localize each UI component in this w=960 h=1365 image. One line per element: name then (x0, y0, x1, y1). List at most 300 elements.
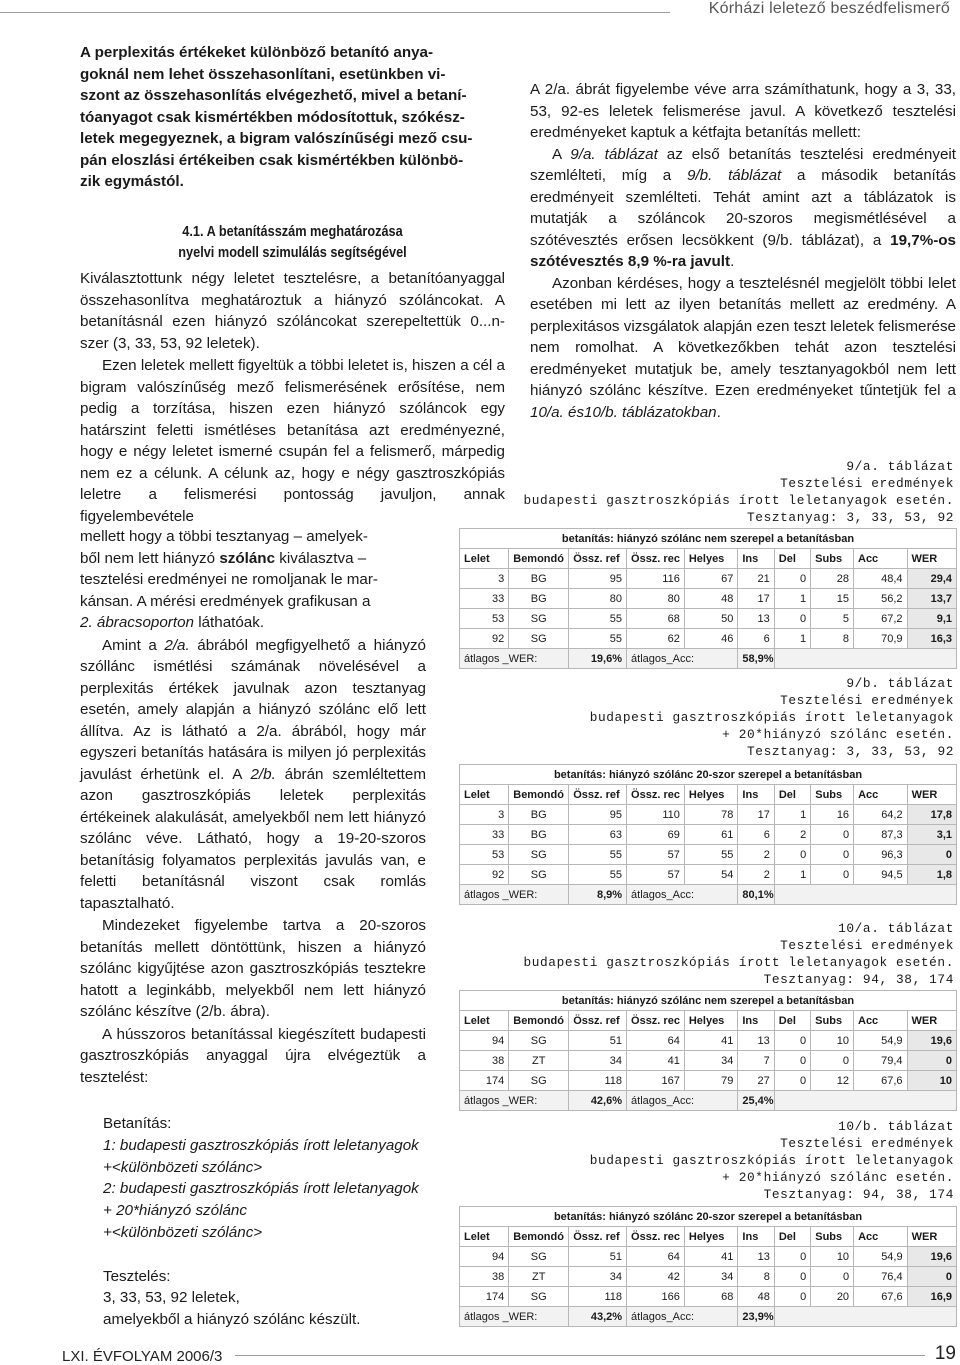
table-cell: 55 (569, 865, 627, 885)
table-cell: 67,2 (854, 609, 908, 629)
table-cell: 116 (627, 569, 685, 589)
average-wer-value: 43,2% (569, 1307, 627, 1327)
text-fragment: a második betanítás eredményeit szemlélteti. Tehát amint azt a táblázatok is mutatják a szóláncok 20-szoros megismétlésével a szótévesztés erősen lecsökkent (9/b. táblázat), a (530, 167, 956, 249)
table-banner: betanítás: hiányzó szólánc 20-szor szerepel a betanításban (460, 765, 957, 785)
table-cell: SG (509, 609, 569, 629)
footer-rule (235, 1355, 925, 1356)
table-cell: 76,4 (854, 1267, 908, 1287)
column-header: Össz. rec (627, 549, 685, 569)
list-line: Betanítás: (103, 1115, 172, 1132)
table-average-row (460, 649, 957, 669)
section-title-line-1: 4.1. A betanításszám meghatározása (182, 224, 403, 240)
table-cell: 87,3 (854, 825, 908, 845)
column-header: Össz. rec (627, 1011, 685, 1031)
table-cell: 41 (684, 1031, 738, 1051)
table-cell: 0 (907, 1051, 956, 1071)
training-test-list (103, 1113, 503, 1331)
intro-line: A perplexitás értékeket különböző betanító anya- (80, 44, 434, 61)
table-cell: 48 (738, 1287, 774, 1307)
table-cell: 0 (907, 1267, 956, 1287)
average-wer-label: átlagos _WER: (460, 1091, 569, 1111)
column-header: Del (774, 549, 810, 569)
table-cell: SG (509, 1071, 569, 1091)
table-average-row (460, 1307, 957, 1327)
table-row (460, 609, 957, 629)
table-cell: 41 (627, 1051, 685, 1071)
table-cell: 33 (460, 589, 509, 609)
table-cell: BG (509, 805, 569, 825)
column-header: Subs (811, 549, 854, 569)
average-acc-label: átlagos_Acc: (627, 649, 738, 669)
table-header-row (460, 1227, 957, 1247)
page-number: 19 (934, 1343, 956, 1364)
table-cell: 1 (774, 589, 810, 609)
table-cell: 0 (811, 1051, 854, 1071)
table-cell: 62 (627, 629, 685, 649)
table-10a (459, 990, 957, 1111)
table-cell: 2 (738, 865, 774, 885)
column-header: Lelet (460, 785, 509, 805)
column-header: Acc (854, 549, 908, 569)
table-cell: 55 (569, 845, 627, 865)
table-cell: SG (509, 845, 569, 865)
average-wer-value: 42,6% (569, 1091, 627, 1111)
table-cell: 79 (684, 1071, 738, 1091)
table-cell: 80 (627, 589, 685, 609)
table-cell: 96,3 (854, 845, 908, 865)
table-row (460, 569, 957, 589)
table-cell: 19,6 (907, 1031, 956, 1051)
intro-paragraph (80, 42, 505, 193)
text-fragment: ábrából megfigyelhető a hiányzó szóllánc ismétlési számának növelésével a perplexitás értékek javulnak azon tesztanyag esetén, amely alapján a hiányzó szólánc elő lett állítva. Az is látható a 2/a. ábrából, hogy már egyszeri betanítás hatására is milyen jó perplexitás javulást érhetünk el. A (80, 636, 426, 783)
table-header-row (460, 785, 957, 805)
table-cell: 69 (627, 825, 685, 845)
table-cell: 3 (460, 569, 509, 589)
caption-line: Tesztanyag: 3, 33, 53, 92 (747, 510, 954, 525)
text-fragment: láthatóak. (193, 614, 265, 631)
column-header: Subs (811, 1011, 854, 1031)
table-row (460, 1287, 957, 1307)
table-cell: 174 (460, 1071, 509, 1091)
average-acc-value: 58,9% (738, 649, 774, 669)
table-cell: 10 (907, 1071, 956, 1091)
table-cell: 95 (569, 805, 627, 825)
table-banner-row (460, 765, 957, 785)
table-cell: 0 (774, 1031, 810, 1051)
list-spacer (103, 1244, 503, 1266)
column-header: Lelet (460, 1011, 509, 1031)
paragraph-4: Mindezeket figyelembe tartva a 20-szoros betanítás mellett döntöttünk, hiszen a hiányzó szólánc kigyűjtése azon gasztroszkópiás tesztekre hatott a leginkább, melyekből nem lett hiányzó szólánc készítve (2/b. ábra). (80, 917, 426, 1020)
caption-line: Tesztelési eredmények (780, 1136, 954, 1151)
column-header: Bemondó (509, 549, 569, 569)
empty-cell (774, 885, 956, 905)
table-cell: 78 (684, 805, 738, 825)
table-cell: 1,8 (907, 865, 956, 885)
header-rule (0, 12, 670, 13)
table-cell: 8 (738, 1267, 774, 1287)
text-line: kánsan. A mérési eredmények grafikusan a (80, 592, 371, 610)
table-cell: SG (509, 865, 569, 885)
table-cell: 0 (774, 1287, 810, 1307)
caption-line: 10/a. táblázat (838, 921, 954, 936)
table-cell: 3,1 (907, 825, 956, 845)
table-cell: 48 (684, 589, 738, 609)
text-line: mellett hogy a többi tesztanyag – amelyek- (80, 528, 368, 545)
table-reference: 9/a. táblázat (570, 145, 658, 163)
table-cell: 53 (460, 845, 509, 865)
empty-cell (774, 649, 956, 669)
table-cell: 174 (460, 1287, 509, 1307)
table-banner: betanítás: hiányzó szólánc nem szerepel a betanításban (460, 991, 957, 1011)
column-header: Ins (738, 1011, 774, 1031)
column-header: WER (907, 785, 956, 805)
column-header: Össz. rec (627, 1227, 685, 1247)
table-9a-caption (523, 458, 954, 526)
table-cell: 2 (738, 845, 774, 865)
table-cell: 17,8 (907, 805, 956, 825)
emphasis-szolanc: szólánc (219, 549, 276, 567)
table-banner-row (460, 1207, 957, 1227)
table-cell: 38 (460, 1051, 509, 1071)
column-header: Acc (854, 1011, 908, 1031)
table-cell: 33 (460, 825, 509, 845)
column-header: Ins (738, 785, 774, 805)
table-reference: 10/a. és10/b. táblázatokban (530, 403, 717, 421)
table-cell: BG (509, 589, 569, 609)
table-cell: 0 (811, 1267, 854, 1287)
intro-text (80, 42, 505, 193)
table-cell: 16 (811, 805, 854, 825)
table-average-row (460, 885, 957, 905)
table-cell: 1 (774, 865, 810, 885)
table-cell: 51 (569, 1031, 627, 1051)
average-acc-value: 23,9% (738, 1307, 774, 1327)
table-cell: BG (509, 825, 569, 845)
table-row (460, 845, 957, 865)
table-cell: 95 (569, 569, 627, 589)
table-banner: betanítás: hiányzó szólánc nem szerepel a betanításban (460, 529, 957, 549)
table-cell: 15 (811, 589, 854, 609)
table-cell: 118 (569, 1287, 627, 1307)
text-line: ből nem lett hiányzó (80, 549, 220, 567)
table-row (460, 1267, 957, 1287)
table-cell: 38 (460, 1267, 509, 1287)
list-line: + 20*hiányzó szólánc (103, 1202, 247, 1220)
table-cell: 64,2 (854, 805, 908, 825)
table-cell: 56,2 (854, 589, 908, 609)
caption-line: 9/b. táblázat (846, 676, 954, 691)
table-9b-caption (590, 675, 954, 760)
caption-line: 10/b. táblázat (838, 1119, 954, 1134)
table-row (460, 865, 957, 885)
average-wer-label: átlagos _WER: (460, 1307, 569, 1327)
table-cell: 10 (811, 1247, 854, 1267)
table-cell: 67,6 (854, 1071, 908, 1091)
table-cell: 92 (460, 865, 509, 885)
caption-line: Tesztanyag: 3, 33, 53, 92 (747, 744, 954, 759)
table-average-row (460, 1091, 957, 1111)
column-header: WER (907, 1227, 956, 1247)
table-cell: 63 (569, 825, 627, 845)
table-cell: 166 (627, 1287, 685, 1307)
table-cell: 68 (627, 609, 685, 629)
table-cell: 46 (684, 629, 738, 649)
running-header: Kórházi leletező beszédfelismerő (708, 0, 950, 17)
table-cell: 20 (811, 1287, 854, 1307)
column-header: Össz. ref (569, 785, 627, 805)
table-row (460, 629, 957, 649)
figure-reference: 2/b. (250, 765, 276, 783)
table-9a (459, 528, 957, 669)
table-cell: 0 (907, 845, 956, 865)
result-highlight: 19,7%-os szótévesztés 8,9 %-ra javult (530, 231, 956, 270)
table-cell: 7 (738, 1051, 774, 1071)
table-cell: 54,9 (854, 1247, 908, 1267)
table-cell: 13 (738, 609, 774, 629)
table-cell: 110 (627, 805, 685, 825)
average-acc-value: 80,1% (738, 885, 774, 905)
table-cell: 21 (738, 569, 774, 589)
column-header: Bemondó (509, 1227, 569, 1247)
table-cell: 41 (684, 1247, 738, 1267)
table-cell: SG (509, 629, 569, 649)
column-header: WER (907, 1011, 956, 1031)
table-cell: 42 (627, 1267, 685, 1287)
table-10b-caption (590, 1118, 954, 1203)
average-wer-label: átlagos _WER: (460, 649, 569, 669)
table-header-row (460, 1011, 957, 1031)
table-cell: ZT (509, 1051, 569, 1071)
table-row (460, 1051, 957, 1071)
table-cell: 92 (460, 629, 509, 649)
text-fragment: kiválasztva – (275, 549, 367, 567)
paragraph-5: A hússzoros betanítással kiegészített budapesti gasztroszkópiás anyaggal újra elvégeztük a tesztelést: (80, 1025, 426, 1086)
table-cell: 55 (684, 845, 738, 865)
column-header: Acc (854, 785, 908, 805)
caption-line: + 20*hiányzó szólánc esetén. (722, 1170, 954, 1185)
column-header: Ins (738, 1227, 774, 1247)
caption-line: Tesztelési eredmények (780, 938, 954, 953)
table-cell: 54 (684, 865, 738, 885)
column-header: Össz. rec (627, 785, 685, 805)
column-header: Subs (811, 1227, 854, 1247)
list-line: +<különbözeti szólánc> (103, 1158, 263, 1176)
table-cell: 16,9 (907, 1287, 956, 1307)
table-cell: 94,5 (854, 865, 908, 885)
table-10a-caption (523, 920, 954, 988)
text-fragment: Azonban kérdéses, hogy a tesztelésnél megjelölt többi lelet esetében mi lett az ilyen betanítás mellett az eredmény. A perplexitásos vizsgálatok alapján ezen teszt leletek felismerése nem romolhat. A következőkben tehát azon tesztelési eredményeket mutatjuk be, amely tesztanyagokból nem lett hiányzó szólánc készítve. Ezen eredményeket tűntetjük fel a (530, 274, 956, 399)
caption-line: Tesztanyag: 94, 38, 174 (763, 1187, 954, 1202)
right-body (530, 79, 956, 423)
intro-line: zik egymástól. (80, 173, 184, 190)
text-fragment: Amint a (102, 636, 165, 654)
column-header: Lelet (460, 1227, 509, 1247)
figure-reference: 2/a. (164, 636, 190, 654)
table-cell: 64 (627, 1031, 685, 1051)
table-cell: 54,9 (854, 1031, 908, 1051)
column-header: Subs (811, 785, 854, 805)
table-cell: ZT (509, 1267, 569, 1287)
column-header: Helyes (684, 1227, 738, 1247)
table-cell: 2 (774, 825, 810, 845)
table-cell: 79,4 (854, 1051, 908, 1071)
average-acc-label: átlagos_Acc: (627, 1307, 738, 1327)
table-cell: 57 (627, 865, 685, 885)
column-header: WER (907, 549, 956, 569)
intro-line: szont az összehasonlítás elvégezhető, mivel a betaní- (80, 87, 467, 104)
column-header: Össz. ref (569, 549, 627, 569)
column-header: Helyes (684, 1011, 738, 1031)
caption-line: 9/a. táblázat (846, 459, 954, 474)
right-paragraph-3 (530, 273, 956, 424)
list-line: 1: budapesti gasztroszkópiás írott leletanyagok (103, 1136, 419, 1154)
list-line: Tesztelés: (103, 1267, 171, 1285)
table-cell: 1 (774, 805, 810, 825)
table-row (460, 805, 957, 825)
left-body-narrow (80, 526, 426, 1088)
caption-line: budapesti gasztroszkópiás írott leletanyagok esetén. (523, 955, 954, 970)
list-line: +<különbözeti szólánc> (103, 1223, 263, 1241)
table-cell: 48,4 (854, 569, 908, 589)
caption-line: Tesztanyag: 94, 38, 174 (763, 972, 954, 987)
table-cell: SG (509, 1031, 569, 1051)
text-fragment: az első betanítás tesztelési eredményeit szemlélteti, míg a (530, 145, 956, 184)
table-cell: 167 (627, 1071, 685, 1091)
table-cell: 34 (684, 1051, 738, 1071)
text-fragment: A (552, 145, 571, 163)
right-paragraph-1: A 2/a. ábrát figyelembe véve arra számíthatunk, hogy a 3, 33, 53, 92-es leletek felismerése javul. A következő tesztelési eredményeket kaptuk a kétfajta betanítás mellett: (530, 81, 956, 141)
table-cell: 64 (627, 1247, 685, 1267)
table-cell: 0 (774, 569, 810, 589)
table-row (460, 1071, 957, 1091)
caption-line: budapesti gasztroszkópiás írott leletanyagok esetén. (523, 493, 954, 508)
caption-line: budapesti gasztroszkópiás írott leletanyagok (589, 710, 954, 725)
table-cell: 0 (811, 865, 854, 885)
table-banner: betanítás: hiányzó szólánc 20-szor szerepel a betanításban (460, 1207, 957, 1227)
average-wer-value: 19,6% (569, 649, 627, 669)
table-cell: 29,4 (907, 569, 956, 589)
table-cell: SG (509, 1247, 569, 1267)
table-cell: 9,1 (907, 609, 956, 629)
caption-line: + 20*hiányzó szólánc esetén. (722, 727, 954, 742)
text-fragment: . (716, 403, 721, 421)
table-cell: 8 (811, 629, 854, 649)
table-cell: 19,6 (907, 1247, 956, 1267)
table-cell: BG (509, 569, 569, 589)
table-cell: SG (509, 1287, 569, 1307)
empty-cell (774, 1091, 956, 1111)
table-cell: 0 (774, 845, 810, 865)
column-header: Del (774, 785, 810, 805)
table-cell: 53 (460, 609, 509, 629)
empty-cell (774, 1307, 956, 1327)
column-header: Acc (854, 1227, 908, 1247)
table-cell: 55 (569, 629, 627, 649)
intro-line: goknál nem lehet összehasonlítani, esetünkben vi- (80, 65, 446, 83)
list-line: 3, 33, 53, 92 leletek, (103, 1289, 240, 1307)
intro-line: tóanyagot csak kismértékben módosítottuk, szókész- (80, 108, 465, 126)
table-cell: 67 (684, 569, 738, 589)
column-header: Össz. ref (569, 1227, 627, 1247)
table-cell: 70,9 (854, 629, 908, 649)
table-cell: 1 (774, 629, 810, 649)
intro-line: letek megegyeznek, a bigram valószínűségi mező csu- (80, 130, 473, 147)
text-fragment: . (730, 253, 735, 270)
table-cell: 27 (738, 1071, 774, 1091)
paragraph-2-continued (80, 526, 426, 634)
column-header: Össz. ref (569, 1011, 627, 1031)
table-cell: 16,3 (907, 629, 956, 649)
table-cell: 94 (460, 1031, 509, 1051)
average-wer-value: 8,9% (569, 885, 627, 905)
table-cell: 5 (811, 609, 854, 629)
column-header: Helyes (684, 785, 738, 805)
table-cell: 68 (684, 1287, 738, 1307)
table-cell: 10 (811, 1031, 854, 1051)
table-10b (459, 1206, 957, 1327)
table-cell: 6 (738, 825, 774, 845)
text-fragment: ábrán szemléltettem azon gasztroszkópiás leletek perplexitás értékeinek alakulását, amelyekből nem lett hiányzó szólánc véve. Látható, hogy a 19-20-szoros betanításig folyamatos perplexitás javulás van, e feletti betanításnál viszont csak romlás tapasztalható. (80, 765, 426, 912)
table-cell: 17 (738, 805, 774, 825)
table-cell: 0 (774, 1267, 810, 1287)
table-header-row (460, 549, 957, 569)
figure-reference: 2. ábracsoporton (80, 614, 194, 631)
section-heading (80, 222, 505, 264)
text-line: tesztelési eredményei ne romoljanak le mar- (80, 571, 378, 588)
column-header: Del (774, 1227, 810, 1247)
paragraph-1: Kiválasztottunk négy leletet tesztelésre, a betanítóanyaggal összehasonlítva meghatároztuk a hiányzó szóláncokat. A betanításnál ezen hiányzó szóláncokat szerepeltettük 0...n-szer (3, 33, 53, 92 leletek). (80, 270, 505, 352)
table-cell: 0 (811, 825, 854, 845)
table-reference: 9/b. táblázat (686, 167, 782, 184)
column-header: Del (774, 1011, 810, 1031)
journal-issue: LXI. ÉVFOLYAM 2006/3 (62, 1348, 223, 1365)
table-cell: 3 (460, 805, 509, 825)
table-cell: 34 (569, 1267, 627, 1287)
average-acc-value: 25,4% (738, 1091, 774, 1111)
section-title-line-2: nyelvi modell szimulálás segítségével (178, 245, 407, 261)
table-cell: 28 (811, 569, 854, 589)
list-line: amelyekből a hiányzó szólánc készült. (103, 1311, 361, 1329)
table-cell: 13 (738, 1031, 774, 1051)
table-cell: 55 (569, 609, 627, 629)
average-acc-label: átlagos_Acc: (627, 1091, 738, 1111)
table-cell: 118 (569, 1071, 627, 1091)
table-cell: 80 (569, 589, 627, 609)
table-cell: 13 (738, 1247, 774, 1267)
average-wer-label: átlagos _WER: (460, 885, 569, 905)
left-body-wide (80, 268, 505, 527)
table-cell: 94 (460, 1247, 509, 1267)
table-cell: 34 (569, 1051, 627, 1071)
table-cell: 57 (627, 845, 685, 865)
table-cell: 34 (684, 1267, 738, 1287)
table-cell: 0 (774, 1051, 810, 1071)
caption-line: budapesti gasztroszkópiás írott leletanyagok (589, 1153, 954, 1168)
average-acc-label: átlagos_Acc: (627, 885, 738, 905)
list-line: 2: budapesti gasztroszkópiás írott leletanyagok (103, 1180, 419, 1198)
table-cell: 61 (684, 825, 738, 845)
table-cell: 0 (774, 609, 810, 629)
table-row (460, 1247, 957, 1267)
column-header: Bemondó (509, 785, 569, 805)
table-cell: 13,7 (907, 589, 956, 609)
intro-line: pán eloszlási értékeiben csak kismértékben különbö- (80, 151, 464, 169)
table-cell: 50 (684, 609, 738, 629)
table-cell: 6 (738, 629, 774, 649)
paragraph-3 (80, 635, 426, 915)
paragraph-2: Ezen leletek mellett figyeltük a többi leletet is, hiszen a cél a bigram valószínűség mező felismerésének erősítése, nem pedig a torzítása, hiszen ezen hiányzó szóláncok egy határszint feletti ismétléses betanítása azt eredményezné, hogy e négy leletet ismerné csupán fel a felismerő, márpedig nem ez a célunk. A célunk az, hogy e négy gasztroszkópiás leletre a felismerési pontosság javuljon, annak figyelembevétele (80, 357, 505, 525)
column-header: Lelet (460, 549, 509, 569)
